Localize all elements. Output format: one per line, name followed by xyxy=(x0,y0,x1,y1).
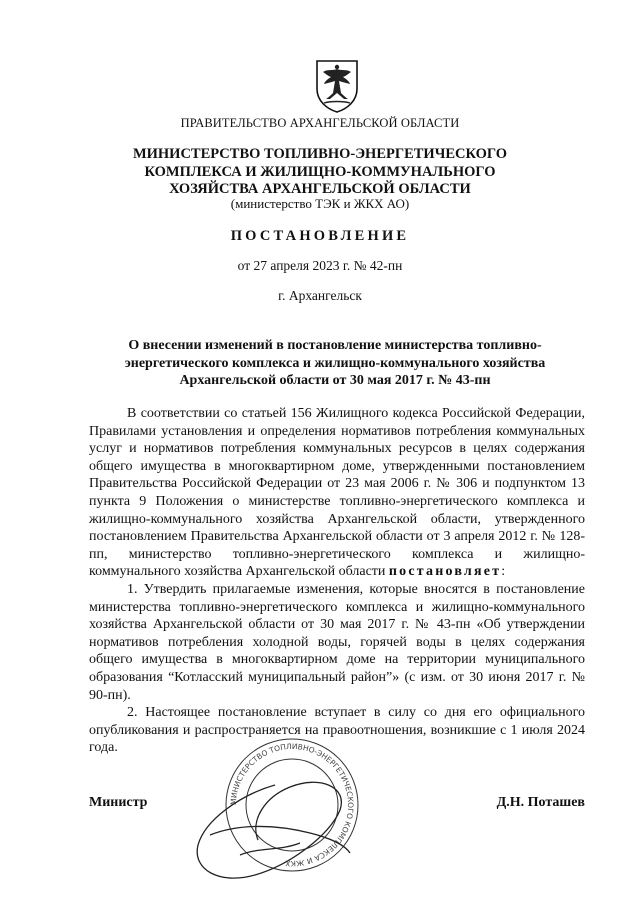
signatory-name: Д.Н. Поташев xyxy=(496,795,585,810)
document-date-number: от 27 апреля 2023 г. № 42-пн xyxy=(237,258,403,273)
svg-text:МИНИСТЕРСТВО ТОПЛИВНО-ЭНЕРГЕТИ xyxy=(229,742,355,868)
ministry-short-name: (министерство ТЭК и ЖКХ АО) xyxy=(230,196,410,211)
document-body xyxy=(89,405,585,757)
preamble-paragraph: В соответствии со статьей 156 Жилищного кодекса Российской Федерации, Правилами установления и определения нормативов потребления коммунальных услуг и нормативов потребления коммунальных ресурсов в целях содержания общего имущества в многоквартирном доме, утвержденными постановлением Правительства Российской Федерации от 23 мая 2006 г. № 306 и подпунктом 13 пункта 9 Положения о министерстве топливно-энергетического комплекса и жилищно-коммунального хозяйства Архангельской области, утвержденного постановлением Правительства Архангельской области от 3 апреля 2012 г. № 128-пп, министерство топливно-энергетического комплекса и жилищно-коммунального хозяйства Архангельской области постановляет: xyxy=(89,406,585,580)
title-line-2: энергетического комплекса и жилищно-коммунального хозяйства xyxy=(124,355,546,371)
official-seal xyxy=(226,739,358,871)
title-line-1: О внесении изменений в постановление министерства топливно- xyxy=(128,338,542,353)
government-name: ПРАВИТЕЛЬСТВО АРХАНГЕЛЬСКОЙ ОБЛАСТИ xyxy=(180,116,460,130)
ministry-line-1: МИНИСТЕРСТВО ТОПЛИВНО-ЭНЕРГЕТИЧЕСКОГО xyxy=(132,146,508,162)
decree-word: постановляет xyxy=(388,564,502,580)
ministry-name xyxy=(0,146,640,199)
coat-of-arms-emblem xyxy=(314,59,360,113)
handwritten-signature xyxy=(197,782,350,878)
item-2-paragraph: 2. Настоящее постановление вступает в силу со дня его официального опубликования и распространяется на правоотношения, возникшие с 1 июля 2024 года. xyxy=(89,705,585,756)
title-line-3: Архангельской области от 30 мая 2017 г. № 43-пн xyxy=(179,373,491,388)
ministry-line-2: КОМПЛЕКСА И ЖИЛИЩНО-КОММУНАЛЬНОГО xyxy=(144,163,496,180)
preamble-text: В соответствии со статьей 156 Жилищного кодекса Российской Федерации, Правилами установления и определения нормативов потребления коммунальных услуг и нормативов потребления коммунальных ресурсов в целях содержания общего имущества в многоквартирном доме, утвержденными постановлением Правительства Российской Федерации от 23 мая 2006 г. № 306 и подпунктом 13 пункта 9 Положения о министерстве топливно-энергетического комплекса и жилищно-коммунального хозяйства Архангельской области, утвержденного постановлением Правительства Архангельской области от 3 апреля 2012 г. № 128-пп, министерство топливно-энергетического комплекса и жилищно-коммунального хозяйства Архангельской области xyxy=(89,406,585,580)
ministry-line-3: ХОЗЯЙСТВА АРХАНГЕЛЬСКОЙ ОБЛАСТИ xyxy=(169,181,471,197)
signature-and-seal xyxy=(180,725,360,900)
seal-ring-text: МИНИСТЕРСТВО ТОПЛИВНО-ЭНЕРГЕТИЧЕСКОГО КОМПЛЕКСА И ЖКХ xyxy=(228,741,356,869)
document-type-heading: ПОСТАНОВЛЕНИЕ xyxy=(230,228,410,244)
document-title xyxy=(100,337,570,390)
signatory-position: Министр xyxy=(89,795,148,810)
document-city: г. Архангельск xyxy=(278,288,362,303)
item-1-paragraph: 1. Утвердить прилагаемые изменения, которые вносятся в постановление министерства топливно-энергетического комплекса и жилищно-коммунального хозяйства Архангельской области от 30 мая 2017 г. № 43-пн «Об утверждении нормативов потребления холодной воды, горячей воды в целях содержания общего имущества в многоквартирном доме на территории муниципального образования “Котласский муниципальный район”» (с изм. от 30 июня 2017 г. № 90-пн). xyxy=(89,581,585,703)
